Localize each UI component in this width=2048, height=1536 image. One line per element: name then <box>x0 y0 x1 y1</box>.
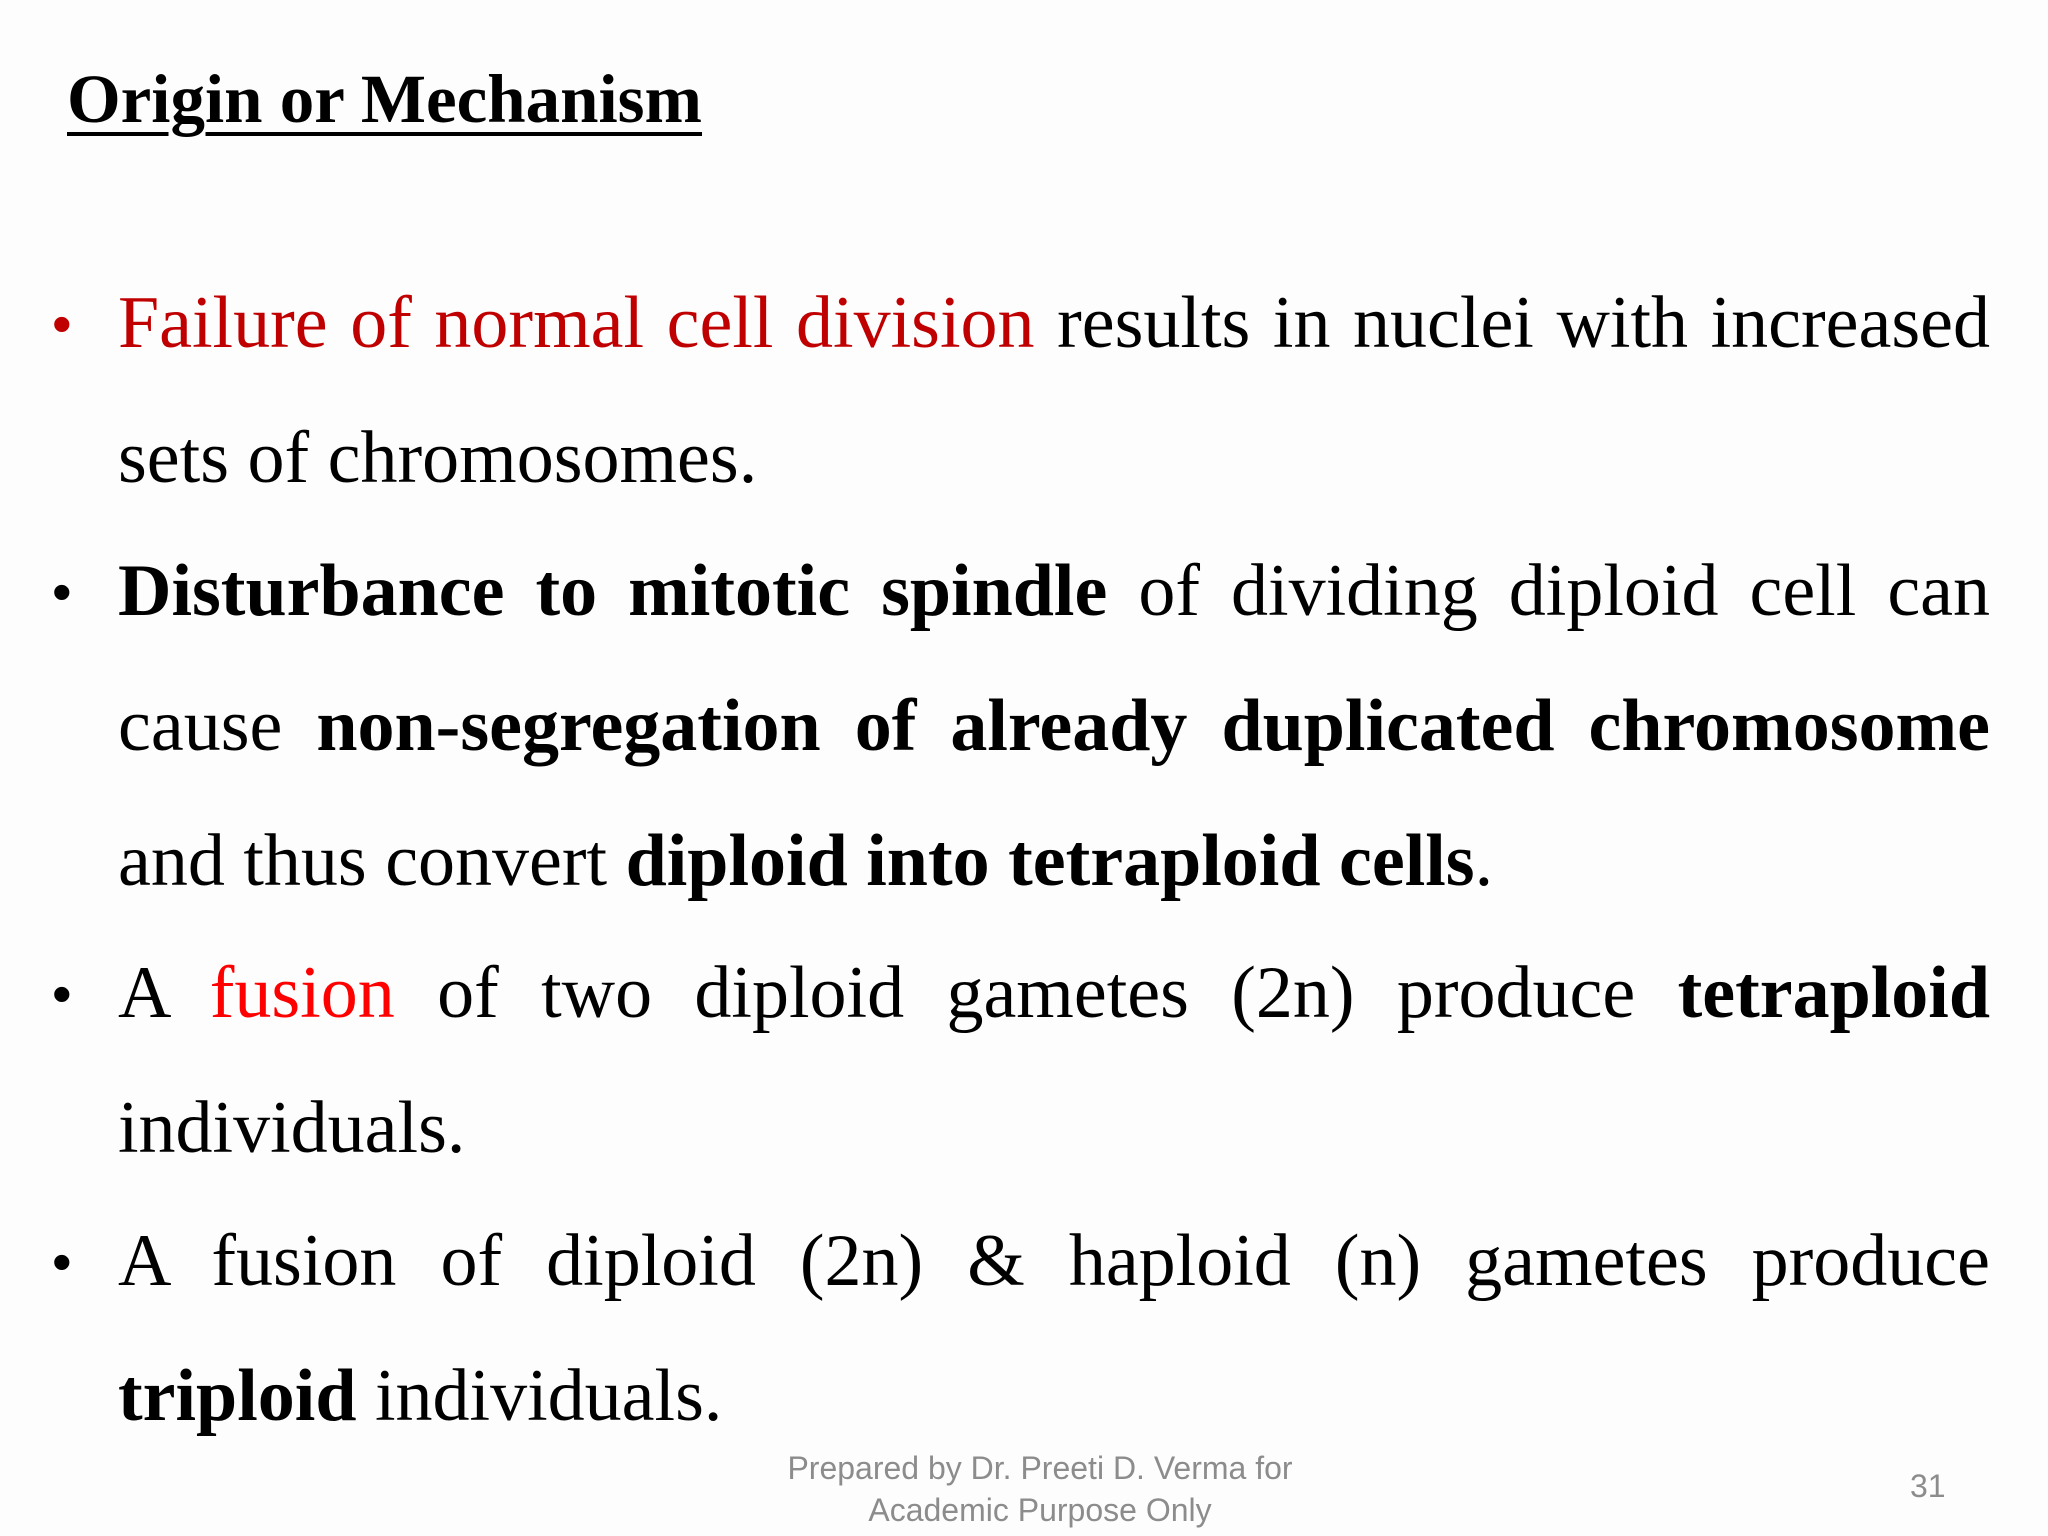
text-run: individuals. <box>356 1355 723 1437</box>
text-run: fusion <box>209 952 395 1034</box>
text-run: diploid into tetraploid cells <box>625 820 1475 902</box>
bullet-dot-icon: • <box>52 1230 72 1293</box>
bullet-dot-icon: • <box>52 292 72 355</box>
text-run: of dividing diploid cell can cause <box>118 550 1991 767</box>
footer-line: Prepared by Dr. Preeti D. Verma for <box>787 1450 1293 1486</box>
bullet-text <box>118 1194 1990 1464</box>
text-run: Failure of normal cell division <box>118 282 1035 364</box>
slide-footer <box>700 1447 1380 1531</box>
footer-line: Academic Purpose Only <box>868 1492 1212 1528</box>
text-run: individuals. <box>118 1087 466 1169</box>
text-run: and thus convert <box>118 820 626 902</box>
text-run: non-segregation of already duplicated chromosome <box>316 685 1990 767</box>
text-run: Disturbance to mitotic spindle <box>118 550 1108 632</box>
text-run: tetraploid <box>1677 952 1991 1034</box>
bullet-text <box>118 524 1990 929</box>
text-run: A fusion of diploid (2n) & haploid (n) gametes produce <box>118 1220 1990 1302</box>
bullet-text <box>118 926 1990 1196</box>
page-number: 31 <box>1910 1468 1946 1504</box>
bullet-dot-icon: • <box>52 560 72 623</box>
bullet-dot-icon: • <box>52 962 72 1025</box>
text-run: results in nuclei with increased sets of chromosomes. <box>118 282 1990 499</box>
slide-title: Origin or Mechanism <box>67 61 703 137</box>
text-run: A <box>118 952 210 1034</box>
text-run: . <box>1474 820 1494 902</box>
bullet-text <box>118 256 1990 526</box>
text-run: triploid <box>118 1355 357 1437</box>
text-run: of two diploid gametes (2n) produce <box>394 952 1678 1034</box>
